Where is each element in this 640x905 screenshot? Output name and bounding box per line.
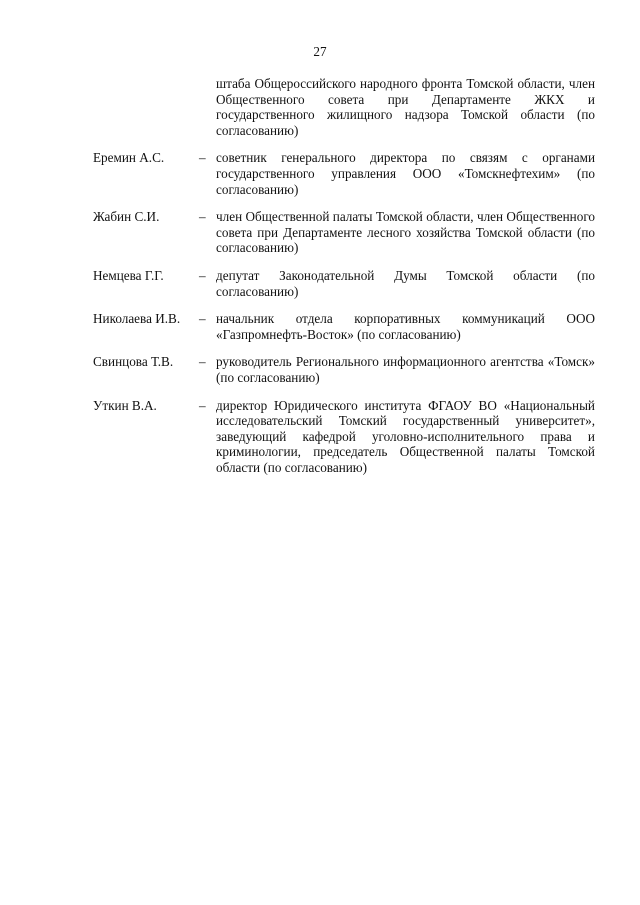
member-name: Немцева Г.Г. xyxy=(93,267,164,283)
member-name: Еремин А.С. xyxy=(93,150,165,166)
member-name: Уткин В.А. xyxy=(93,397,157,413)
list-item xyxy=(93,268,595,299)
dash-separator: – xyxy=(199,150,206,166)
dash-separator: – xyxy=(199,311,206,327)
member-description: начальник отдела корпоративных коммуникаций ООО «Газпромнефть-Восток» (по согласованию) xyxy=(216,311,595,342)
continued-description: штаба Общероссийского народного фронта Томской области, член Общественного совета при Департаменте ЖКХ и государственного жилищного надзора Томской области (по согласованию) xyxy=(216,76,595,138)
member-description: руководитель Регионального информационного агентства «Томск» (по согласованию) xyxy=(216,354,595,385)
dash-separator: – xyxy=(199,209,206,225)
member-description: член Общественной палаты Томской области, член Общественного совета при Департаменте лесного хозяйства Томской области (по согласованию) xyxy=(216,209,595,256)
list-item xyxy=(93,311,595,342)
list-item xyxy=(93,398,595,476)
members-list xyxy=(93,76,595,475)
member-name: Свинцова Т.В. xyxy=(93,354,174,370)
member-name: Жабин С.И. xyxy=(93,209,160,225)
dash-separator: – xyxy=(199,397,206,413)
page-number: 27 xyxy=(313,44,327,59)
member-description: депутат Законодательной Думы Томской области (по согласованию) xyxy=(216,267,595,299)
member-name: Николаева И.В. xyxy=(93,311,181,327)
dash-separator: – xyxy=(199,354,206,370)
dash-separator: – xyxy=(199,267,206,283)
member-description: директор Юридического института ФГАОУ ВО «Национальный исследовательский Томский государственный университет», заведующий кафедрой уголовно-исполнительного права и криминологии, председатель Общественной палаты Томской области (по согласованию) xyxy=(216,397,595,475)
list-item xyxy=(93,209,595,256)
list-item xyxy=(93,354,595,385)
list-item xyxy=(93,150,595,197)
member-description: советник генерального директора по связям с органами государственного управления ООО «Томскнефтехим» (по согласованию) xyxy=(216,150,595,197)
